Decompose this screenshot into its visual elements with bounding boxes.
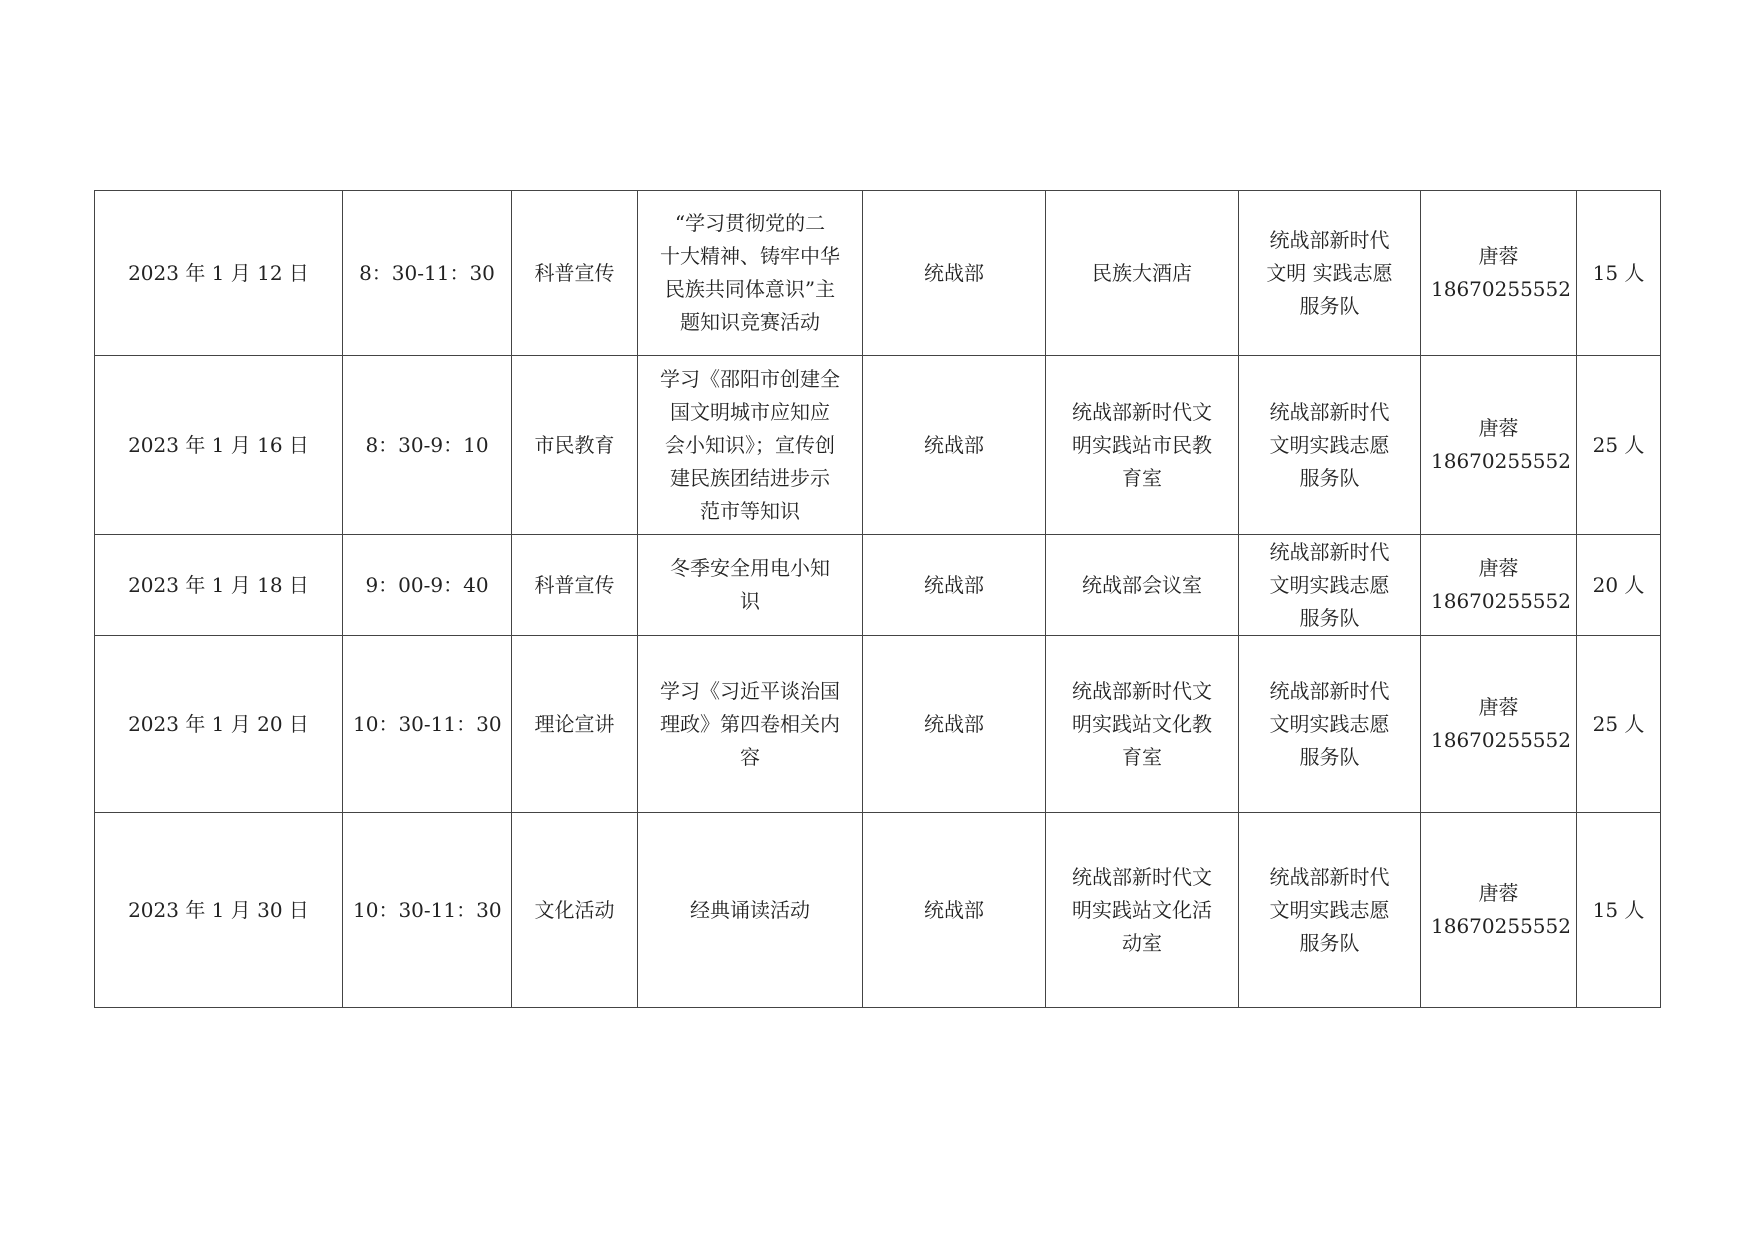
content-cell: 经典诵读活动 [638,813,863,1008]
team-cell: 统战部新时代 文明实践志愿 服务队 [1239,636,1421,813]
team-cell: 统战部新时代 文明 实践志愿 服务队 [1239,191,1421,356]
category-cell: 科普宣传 [512,535,638,636]
contact-cell: 唐蓉 18670255552 [1421,356,1577,535]
category-cell: 理论宣讲 [512,636,638,813]
content-cell: “学习贯彻党的二 十大精神、铸牢中华 民族共同体意识”主 题知识竞赛活动 [638,191,863,356]
organizer-cell: 统战部 [863,356,1046,535]
table-row [95,191,1661,356]
location-cell: 统战部新时代文 明实践站文化活 动室 [1046,813,1239,1008]
category-cell: 文化活动 [512,813,638,1008]
table-row [95,535,1661,636]
contact-cell: 唐蓉 18670255552 [1421,191,1577,356]
organizer-cell: 统战部 [863,535,1046,636]
count-cell: 25 人 [1577,356,1661,535]
content-cell: 学习《邵阳市创建全 国文明城市应知应 会小知识》；宣传创 建民族团结进步示 范市等知识 [638,356,863,535]
time-cell: 8：30-9：10 [343,356,512,535]
table-row [95,356,1661,535]
count-cell: 20 人 [1577,535,1661,636]
team-cell: 统战部新时代 文明实践志愿 服务队 [1239,813,1421,1008]
time-cell: 10：30-11：30 [343,813,512,1008]
activity-schedule-table [94,190,1661,1008]
team-cell: 统战部新时代 文明实践志愿 服务队 [1239,535,1421,636]
organizer-cell: 统战部 [863,636,1046,813]
time-cell: 9：00-9：40 [343,535,512,636]
date-cell: 2023 年 1 月 12 日 [95,191,343,356]
date-cell: 2023 年 1 月 30 日 [95,813,343,1008]
count-cell: 15 人 [1577,813,1661,1008]
contact-cell: 唐蓉 18670255552 [1421,813,1577,1008]
location-cell: 民族大酒店 [1046,191,1239,356]
team-cell: 统战部新时代 文明实践志愿 服务队 [1239,356,1421,535]
location-cell: 统战部会议室 [1046,535,1239,636]
category-cell: 市民教育 [512,356,638,535]
count-cell: 15 人 [1577,191,1661,356]
location-cell: 统战部新时代文 明实践站文化教 育室 [1046,636,1239,813]
organizer-cell: 统战部 [863,813,1046,1008]
category-cell: 科普宣传 [512,191,638,356]
date-cell: 2023 年 1 月 20 日 [95,636,343,813]
organizer-cell: 统战部 [863,191,1046,356]
contact-cell: 唐蓉 18670255552 [1421,636,1577,813]
count-cell: 25 人 [1577,636,1661,813]
table-row [95,636,1661,813]
location-cell: 统战部新时代文 明实践站市民教 育室 [1046,356,1239,535]
time-cell: 8：30-11：30 [343,191,512,356]
time-cell: 10：30-11：30 [343,636,512,813]
date-cell: 2023 年 1 月 18 日 [95,535,343,636]
table-row [95,813,1661,1008]
content-cell: 学习《习近平谈治国 理政》第四卷相关内 容 [638,636,863,813]
content-cell: 冬季安全用电小知 识 [638,535,863,636]
contact-cell: 唐蓉 18670255552 [1421,535,1577,636]
date-cell: 2023 年 1 月 16 日 [95,356,343,535]
